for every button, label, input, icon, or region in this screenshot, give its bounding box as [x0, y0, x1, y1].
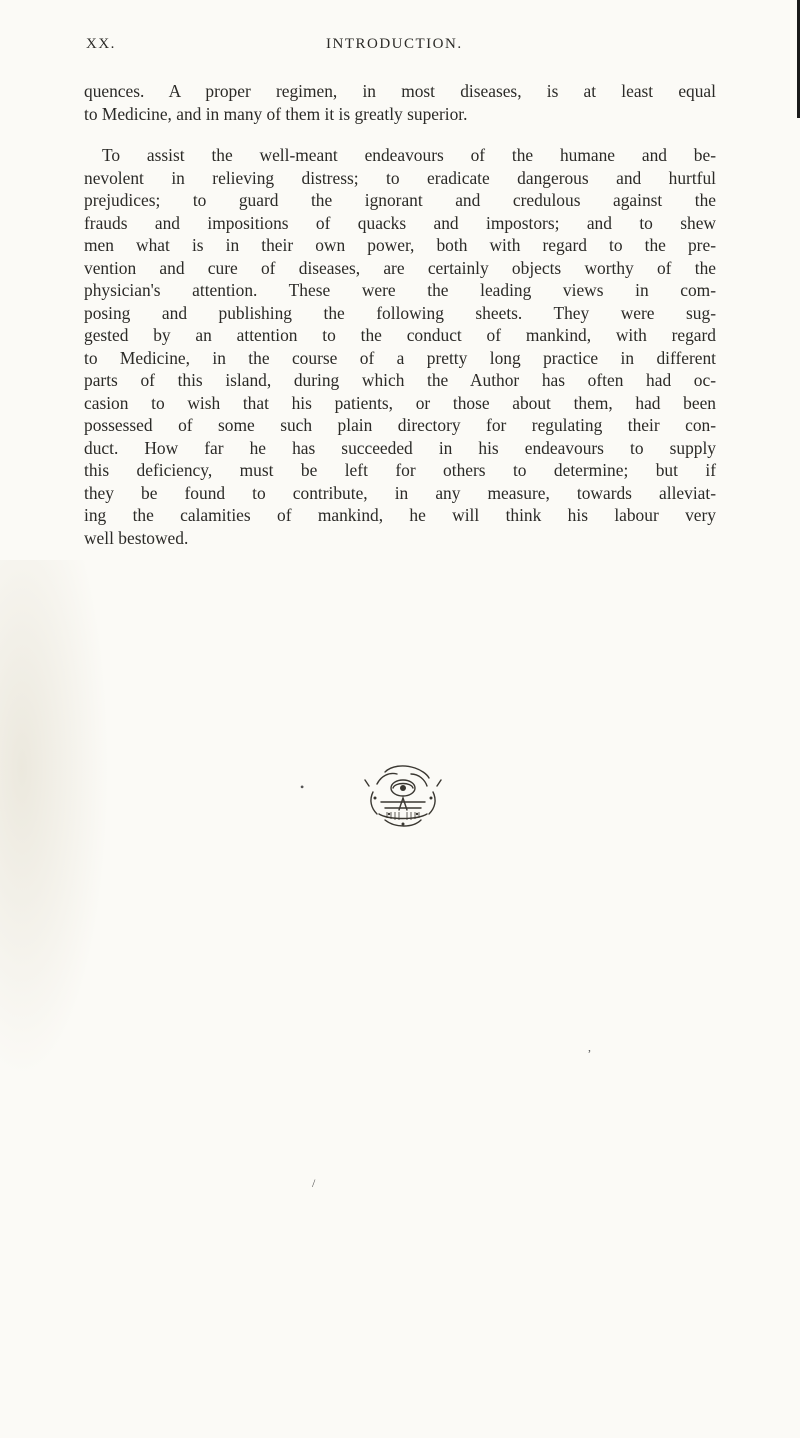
page-number: XX. [86, 36, 116, 52]
printers-ornament-icon [355, 762, 451, 832]
text-line: gested by an attention to the conduct of mankind, with regard [84, 325, 716, 345]
text-line: they be found to contribute, in any measure, towards alleviat- [84, 482, 716, 503]
text-line: nevolent in relieving distress; to eradicate dangerous and hurtful [84, 167, 716, 188]
running-head: INTRODUCTION. [326, 36, 463, 52]
text-line: this deficiency, must be left for others to determine; but if [84, 460, 716, 480]
text-line: parts of this island, during which the Author has often had oc- [84, 370, 716, 390]
paragraph-2 [84, 144, 716, 549]
page-header [86, 36, 714, 58]
text-line: casion to wish that his patients, or those about them, had been [84, 392, 716, 413]
text-line: ing the calamities of mankind, he will think his labour very [84, 505, 716, 525]
text-line: prejudices; to guard the ignorant and credulous against the [84, 190, 716, 210]
text-line: to Medicine, and in many of them it is greatly superior. [84, 103, 468, 124]
text-line: vention and cure of diseases, are certainly objects worthy of the [84, 257, 716, 278]
paragraph-1 [84, 80, 716, 125]
ink-speck: • [300, 780, 305, 794]
text-line: men what is in their own power, both with regard to the pre- [84, 235, 716, 255]
text-line: quences. A proper regimen, in most diseases, is at least equal [84, 81, 716, 101]
text-line: possessed of some such plain directory for regulating their con- [84, 415, 716, 435]
text-line: posing and publishing the following sheets. They were sug- [84, 302, 716, 323]
text-line: to Medicine, in the course of a pretty long practice in different [84, 347, 716, 368]
text-line: To assist the well-meant endeavours of the humane and be- [102, 145, 716, 165]
ink-speck: / [312, 1176, 316, 1190]
text-line: duct. How far he has succeeded in his endeavours to supply [84, 437, 716, 458]
text-line: frauds and impositions of quacks and impostors; and to shew [84, 212, 716, 233]
text-line: well bestowed. [84, 527, 189, 548]
text-line: physician's attention. These were the leading views in com- [84, 280, 716, 300]
ink-speck: , [588, 1040, 591, 1054]
paper-stain [0, 560, 110, 1080]
body-text [84, 80, 716, 549]
